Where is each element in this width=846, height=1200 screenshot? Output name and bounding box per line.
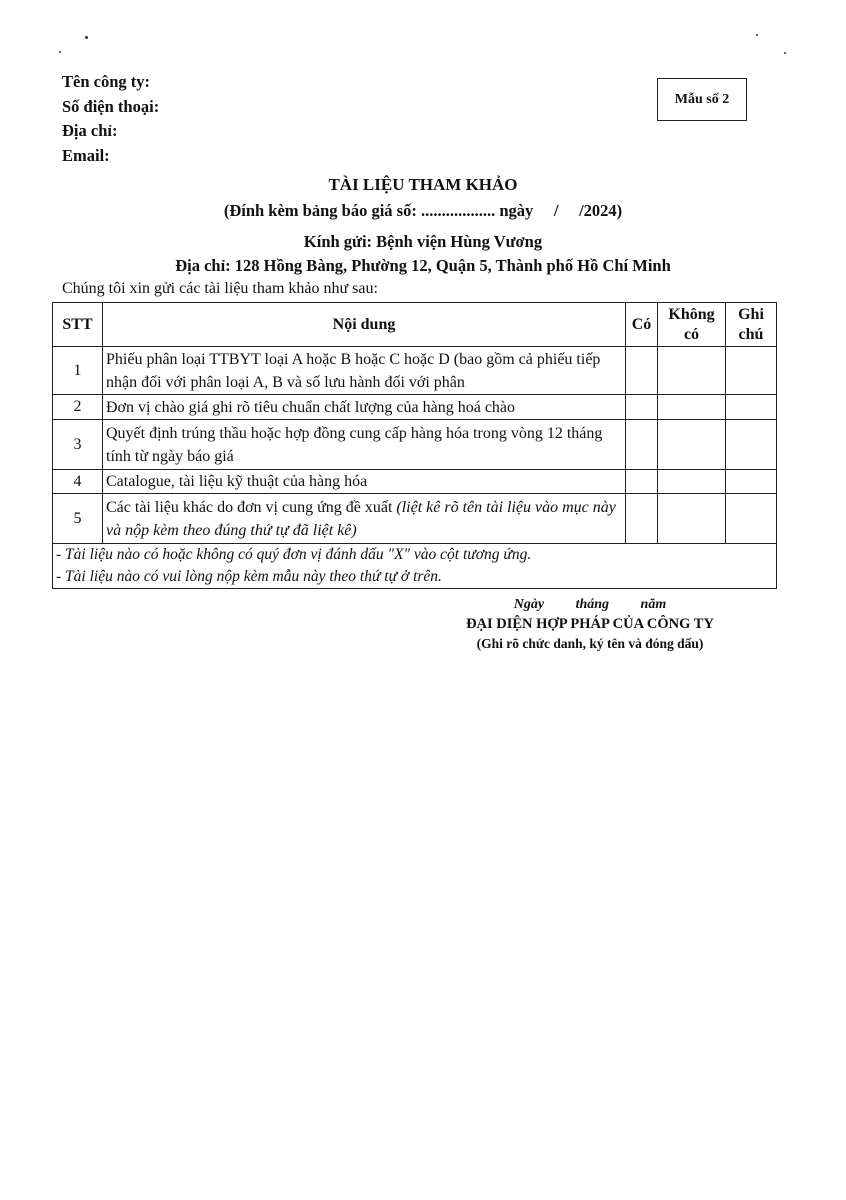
row-stt: 1 [53,347,103,395]
header-note [726,303,777,347]
header-yes: Có [626,303,658,347]
header-no-line2: có [683,325,700,343]
form-number: Mẫu số 2 [674,91,730,107]
scan-speck [59,51,61,53]
company-address-label: Địa chỉ: [62,121,118,140]
row-text: Phiếu phân loại TTBYT loại A hoặc B hoặc C hoặc D (bao gồm cả phiếu tiếp nhận đối với phân loại A, B và số lưu hành đối với phân [106,350,601,391]
table-notes-row [53,544,777,589]
cell-yes[interactable] [626,395,658,420]
scan-speck [85,36,88,39]
cell-no[interactable] [658,347,726,395]
document-title: TÀI LIỆU THAM KHẢO [328,175,518,194]
cell-yes[interactable] [626,470,658,494]
documents-table [52,302,777,589]
cell-no[interactable] [658,470,726,494]
header-no [658,303,726,347]
row-content [103,347,626,395]
company-name-label: Tên công ty: [62,72,150,91]
date-year-label: năm [640,597,667,612]
cell-note[interactable] [726,470,777,494]
legal-representative: ĐẠI DIỆN HỢP PHÁP CỦA CÔNG TY [466,616,714,632]
row-content [103,494,626,544]
cell-yes[interactable] [626,420,658,470]
header-note-line2: chú [738,325,764,343]
row-stt: 5 [53,494,103,544]
date-day-label: Ngày [513,597,545,612]
cell-yes[interactable] [626,347,658,395]
table-row [53,347,777,395]
cell-note[interactable] [726,494,777,544]
cell-no[interactable] [658,420,726,470]
row-text: Catalogue, tài liệu kỹ thuật của hàng hóa [106,473,368,490]
scan-speck [756,34,758,36]
row-stt: 4 [53,470,103,494]
signature-hint: (Ghi rõ chức danh, ký tên và đóng dấu) [476,636,704,651]
header-stt: STT [53,303,103,347]
row-content [103,470,626,494]
scan-speck [784,52,786,54]
recipient: Kính gửi: Bệnh viện Hùng Vương [303,232,543,251]
cell-yes[interactable] [626,494,658,544]
table-row [53,494,777,544]
cell-note[interactable] [726,420,777,470]
recipient-address: Địa chỉ: 128 Hồng Bàng, Phường 12, Quận 5, Thành phố Hồ Chí Minh [175,256,671,275]
cell-no[interactable] [658,395,726,420]
intro-text: Chúng tôi xin gửi các tài liệu tham khảo như sau: [62,280,378,297]
table-notes [53,544,777,589]
header-content: Nội dung [103,303,626,347]
row-text-italic: (liệt kê rõ tên tài liệu vào mục này và nộp kèm theo đúng thứ tự đã liệt kê) [106,498,616,539]
table-row [53,470,777,494]
document-subtitle: (Đính kèm bảng báo giá số: .................. ngày / /2024) [223,201,623,220]
header-no-line1: Không [668,305,715,323]
cell-no[interactable] [658,494,726,544]
row-stt: 2 [53,395,103,420]
signature-date [400,597,780,613]
form-number-box [657,78,747,121]
row-stt: 3 [53,420,103,470]
row-text: Đơn vị chào giá ghi rõ tiêu chuẩn chất lượng của hàng hoá chào [106,398,516,416]
header-note-line1: Ghi [738,305,764,323]
table-header-row [53,303,777,347]
row-text: Các tài liệu khác do đơn vị cung ứng đề xuất [106,498,397,516]
cell-note[interactable] [726,395,777,420]
cell-note[interactable] [726,347,777,395]
company-email-label: Email: [62,145,110,165]
company-info [62,70,159,168]
row-content [103,420,626,470]
row-text: Quyết định trúng thầu hoặc hợp đồng cung cấp hàng hóa trong vòng 12 tháng tính từ ngày báo giá [106,424,603,465]
table-row [53,420,777,470]
note-line: - Tài liệu nào có hoặc không có quý đơn vị đánh dấu "X" vào cột tương ứng. [56,546,532,563]
row-content [103,395,626,420]
date-month-label: tháng [575,597,610,612]
note-line: - Tài liệu nào có vui lòng nộp kèm mẫu này theo thứ tự ở trên. [56,568,442,585]
company-phone-label: Số điện thoại: [62,96,160,116]
table-row [53,395,777,420]
